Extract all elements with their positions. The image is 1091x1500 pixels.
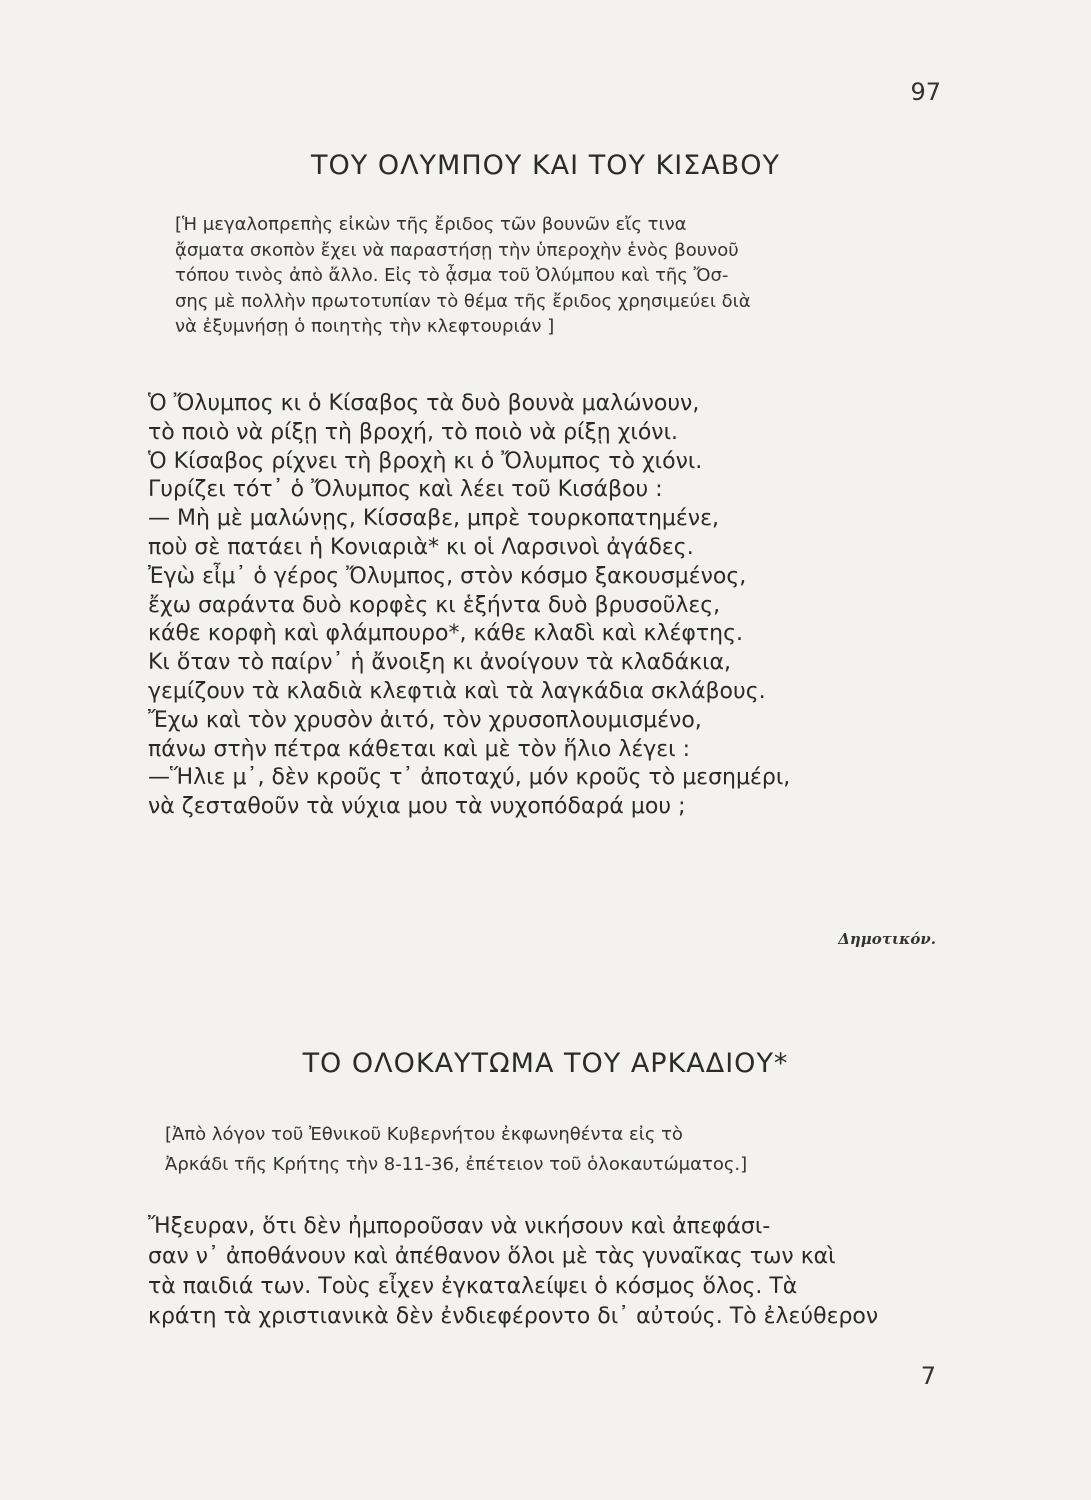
verse-line: — Μὴ μὲ μαλώνῃς, Κίσσαβε, μπρὲ τουρκοπατημένε, bbox=[148, 506, 719, 532]
intro-line: [Ἡ μεγαλοπρεπὴς εἰκὼν τῆς ἔριδος τῶν βουνῶν εἴς τινα bbox=[175, 214, 687, 235]
section-title: ΤΟ ΟΛΟΚΑΥΤΩΜΑ ΤΟΥ ΑΡΚΑΔΙΟΥ* bbox=[302, 1048, 789, 1079]
verse-line: πάνω στὴν πέτρα κάθεται καὶ μὲ τὸν ἥλιο λέγει : bbox=[148, 736, 691, 762]
verse-line: νὰ ζεσταθοῦν τὰ νύχια μου τὰ νυχοπόδαρά μου ; bbox=[148, 794, 686, 820]
signature-mark: 7 bbox=[920, 1362, 936, 1390]
intro-line: νὰ ἐξυμνήσῃ ὁ ποιητὴς τὴν κλεφτουριάν ] bbox=[175, 316, 555, 337]
poem-verse bbox=[148, 390, 928, 822]
prose-line: Ἤξευραν, ὅτι δὲν ἠμποροῦσαν νὰ νικήσουν καὶ ἀπεφάσι- bbox=[148, 1214, 771, 1239]
verse-line: ποὺ σὲ πατάει ἡ Κονιαριὰ* κι οἱ Λαρσινοὶ ἀγάδες. bbox=[148, 534, 694, 560]
intro-line: ᾄσματα σκοπὸν ἔχει νὰ παραστήσῃ τὴν ὑπεροχὴν ἑνὸς βουνοῦ bbox=[175, 239, 739, 261]
page-number: 97 bbox=[910, 78, 941, 106]
verse-line: Κι ὅταν τὸ παίρν᾽ ἡ ἄνοιξη κι ἀνοίγουν τὰ κλαδάκια, bbox=[148, 650, 732, 676]
poem-title: ΤΟΥ ΟΛΥΜΠΟΥ ΚΑΙ ΤΟΥ ΚΙΣΑΒΟΥ bbox=[311, 150, 780, 181]
prose-line: σαν ν᾽ ἀποθάνουν καὶ ἀπέθανον ὅλοι μὲ τὰς γυναῖκας των καὶ bbox=[148, 1244, 836, 1269]
verse-line: γεμίζουν τὰ κλαδιὰ κλεφτιὰ καὶ τὰ λαγκάδια σκλάβους. bbox=[148, 678, 766, 704]
verse-line: ἔχω σαράντα δυὸ κορφὲς κι ἑξήντα δυὸ βρυσοῦλες, bbox=[148, 592, 721, 618]
verse-line: Γυρίζει τότ᾽ ὁ Ὄλυμπος καὶ λέει τοῦ Κισάβου : bbox=[148, 477, 663, 503]
intro-line: [Ἀπὸ λόγον τοῦ Ἐθνικοῦ Κυβερνήτου ἐκφωνηθέντα εἰς τὸ bbox=[165, 1124, 683, 1145]
verse-line: κάθε κορφὴ καὶ φλάμπουρο*, κάθε κλαδὶ καὶ κλέφτης. bbox=[148, 621, 744, 647]
verse-line: —Ἥλιε μ᾽, δὲν κροῦς τ᾽ ἀποταχύ, μόν κροῦς τὸ μεσημέρι, bbox=[148, 765, 791, 791]
verse-line: Ἐγὼ εἶμ᾽ ὁ γέρος Ὄλυμπος, στὸν κόσμο ξακουσμένος, bbox=[148, 563, 747, 589]
verse-line: Ἔχω καὶ τὸν χρυσὸν ἀιτό, τὸν χρυσοπλουμισμένο, bbox=[148, 707, 702, 733]
section-introduction bbox=[165, 1120, 945, 1180]
prose-line: κράτη τὰ χριστιανικὰ δὲν ἐνδιεφέροντο δι᾽ αὐτούς. Τὸ ἐλεύθερον bbox=[148, 1304, 879, 1329]
verse-line: Ὁ Κίσαβος ρίχνει τὴ βροχὴ κι ὁ Ὄλυμπος τὸ χιόνι. bbox=[148, 448, 703, 474]
intro-line: τόπου τινὸς ἀπὸ ἄλλο. Εἰς τὸ ᾆσμα τοῦ Ὀλύμπου καὶ τῆς Ὄσ- bbox=[175, 265, 729, 286]
verse-line: Ὁ Ὄλυμπος κι ὁ Κίσαβος τὰ δυὸ βουνὰ μαλώνουν, bbox=[148, 391, 700, 416]
section-prose bbox=[148, 1212, 938, 1332]
intro-line: Ἀρκάδι τῆς Κρήτης τὴν 8-11-36, ἐπέτειον τοῦ ὁλοκαυτώματος.] bbox=[165, 1154, 748, 1175]
intro-line: σης μὲ πολλὴν πρωτοτυπίαν τὸ θέμα τῆς ἔριδος χρησιμεύει διὰ bbox=[175, 290, 751, 312]
prose-line: τὰ παιδιά των. Τοὺς εἶχεν ἐγκαταλείψει ὁ κόσμος ὅλος. Τὰ bbox=[148, 1274, 798, 1299]
verse-line: τὸ ποιὸ νὰ ρίξῃ τὴ βροχή, τὸ ποιὸ νὰ ρίξῃ χιόνι. bbox=[148, 419, 679, 445]
poem-introduction bbox=[175, 212, 945, 340]
poem-attribution: Δημοτικόν. bbox=[838, 930, 936, 948]
